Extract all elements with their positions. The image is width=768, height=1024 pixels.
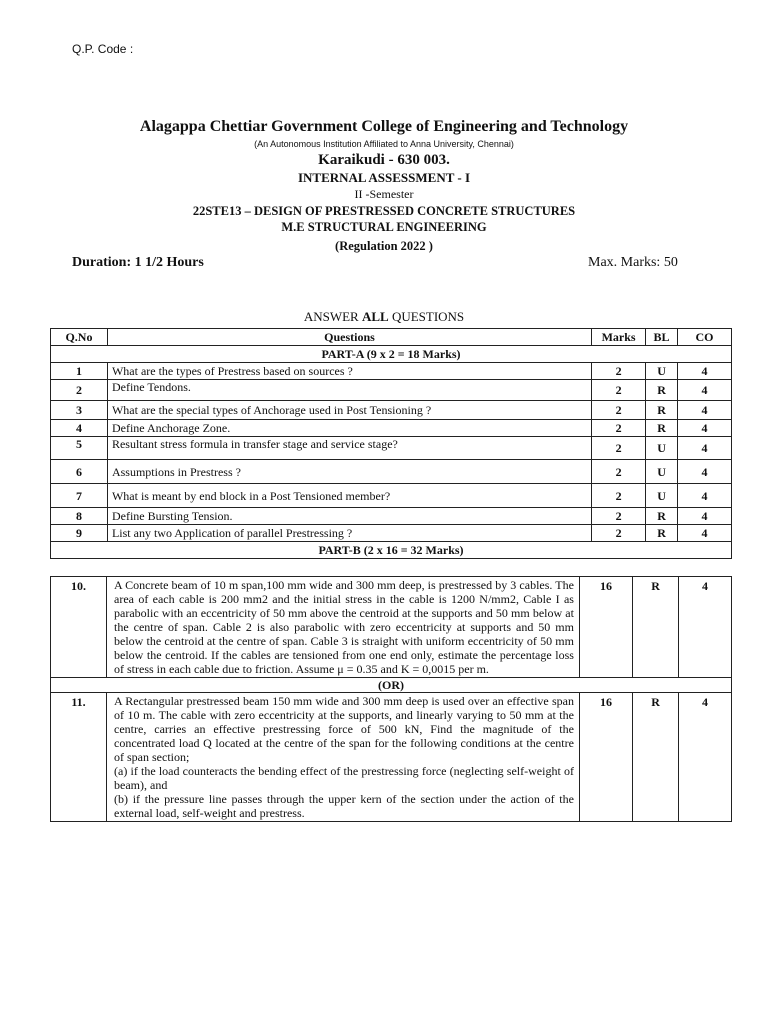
q-marks: 16: [579, 693, 632, 822]
q-marks: 2: [592, 484, 646, 508]
regulation-label: (Regulation 2022 ): [335, 239, 433, 253]
q-co: 4: [678, 508, 732, 525]
q-co: 4: [678, 380, 732, 401]
q-marks: 2: [592, 363, 646, 380]
q-bl: R: [646, 525, 678, 542]
q-co: 4: [678, 420, 732, 437]
part-a-heading-row: [51, 346, 732, 363]
affiliation-note: (An Autonomous Institution Affiliated to Anna University, Chennai): [254, 139, 514, 149]
q-number: 10.: [51, 577, 107, 678]
table-row: [51, 525, 732, 542]
q-marks: 2: [592, 437, 646, 460]
q-marks: 2: [592, 508, 646, 525]
q-paragraph: A Rectangular prestressed beam 150 mm wide and 300 mm deep is used over an effective span of 10 m. The cable with zero eccentricity at the supports, and linearly varying to 50 mm at the centre, carries an effective prestressing force of 500 kN, Find the magnitude of the concentrated load Q located at the centre of the span for the following conditions at the centre of span section;: [114, 694, 574, 764]
q-text: What is meant by end block in a Post Tensioned member?: [107, 484, 591, 508]
q-marks: 2: [592, 460, 646, 484]
q-co: 4: [678, 363, 732, 380]
q-number: 8: [51, 508, 108, 525]
q-number: 2: [51, 380, 108, 401]
q-text: Define Tendons.: [107, 380, 591, 401]
q-co: 4: [679, 693, 732, 822]
col-qno: Q.No: [51, 329, 108, 346]
table-row: [51, 401, 732, 420]
q-marks: 2: [592, 380, 646, 401]
qp-code-label: Q.P. Code :: [72, 42, 134, 56]
answer-instruction: [0, 309, 768, 325]
q-number: 3: [51, 401, 108, 420]
q-number: 7: [51, 484, 108, 508]
q-number: 4: [51, 420, 108, 437]
part-a-heading: PART-A (9 x 2 = 18 Marks): [51, 346, 732, 363]
q-text: Define Anchorage Zone.: [107, 420, 591, 437]
q-co: 4: [678, 460, 732, 484]
q-text: List any two Application of parallel Prestressing ?: [107, 525, 591, 542]
part-b-table: [50, 576, 732, 822]
table-row: [51, 363, 732, 380]
answer-all: ALL: [361, 309, 389, 324]
q-text: Define Bursting Tension.: [107, 508, 591, 525]
table-row: [51, 437, 732, 460]
q-bl: U: [646, 363, 678, 380]
q-co: 4: [678, 401, 732, 420]
col-co: CO: [678, 329, 732, 346]
q-marks: 16: [579, 577, 632, 678]
program-title: M.E STRUCTURAL ENGINEERING: [281, 220, 487, 234]
table-row: [51, 460, 732, 484]
q-text: [107, 693, 580, 822]
q-text: Assumptions in Prestress ?: [107, 460, 591, 484]
college-city: Karaikudi - 630 003.: [318, 152, 450, 168]
q-paragraph: (a) if the load counteracts the bending effect of the prestressing force (neglecting self-weight of beam), and: [114, 764, 574, 792]
q-bl: R: [646, 380, 678, 401]
answer-pre: ANSWER: [303, 309, 362, 324]
part-a-table: [50, 328, 732, 559]
q-bl: R: [646, 401, 678, 420]
q-marks: 2: [592, 401, 646, 420]
q-text: What are the types of Prestress based on sources ?: [107, 363, 591, 380]
q-bl: R: [632, 693, 678, 822]
q-number: 6: [51, 460, 108, 484]
q-bl: U: [646, 484, 678, 508]
q-text: What are the special types of Anchorage used in Post Tensioning ?: [107, 401, 591, 420]
part-b-heading: PART-B (2 x 16 = 32 Marks): [51, 542, 732, 559]
table-row: [51, 420, 732, 437]
duration-label: Duration: 1 1/2 Hours: [72, 255, 204, 270]
q-co: 4: [678, 484, 732, 508]
table-row: [51, 484, 732, 508]
answer-post: QUESTIONS: [388, 309, 465, 324]
q-number: 5: [51, 437, 108, 460]
q-paragraph: (b) if the pressure line passes through the upper kern of the section under the action of the external load, self-weight and prestress.: [114, 792, 574, 820]
table-row: [51, 508, 732, 525]
q-bl: U: [646, 437, 678, 460]
course-title: 22STE13 – DESIGN OF PRESTRESSED CONCRETE STRUCTURES: [192, 204, 576, 218]
or-separator: (OR): [51, 678, 732, 693]
q-co: 4: [678, 437, 732, 460]
q-text: Resultant stress formula in transfer stage and service stage?: [107, 437, 591, 460]
col-marks: Marks: [592, 329, 646, 346]
table-header-row: [51, 329, 732, 346]
or-row: [51, 678, 732, 693]
q-number: 1: [51, 363, 108, 380]
q-marks: 2: [592, 525, 646, 542]
college-name: Alagappa Chettiar Government College of Engineering and Technology: [139, 118, 629, 135]
q-text: A Concrete beam of 10 m span,100 mm wide and 300 mm deep, is prestressed by 3 cables. The area of each cable is 200 mm2 and the initial stress in the cable is 1200 N/mm2, Cable I as parabolic with an eccentricity of 50 mm above the centroid at the supports and 50 mm below at the centre of span. Cable 2 is also parabolic with zero eccentricity at supports and 50 mm below the centroid at the centre of span. Cable 3 is straight with uniform eccentricity of 50 mm below the centroid. If the cables are tensioned from one end only, estimate the percentage loss of stress in each cable due to friction. Assume μ = 0.35 and K = 0,0015 per m.: [107, 577, 580, 678]
table-row: [51, 577, 732, 678]
exam-title: INTERNAL ASSESSMENT - I: [297, 170, 471, 185]
q-bl: R: [646, 420, 678, 437]
q-bl: U: [646, 460, 678, 484]
table-row: [51, 693, 732, 822]
q-bl: R: [646, 508, 678, 525]
part-b-heading-row: [51, 542, 732, 559]
q-marks: 2: [592, 420, 646, 437]
table-row: [51, 380, 732, 401]
q-number: 11.: [51, 693, 107, 822]
q-number: 9: [51, 525, 108, 542]
semester-label: II -Semester: [354, 187, 414, 201]
q-co: 4: [679, 577, 732, 678]
col-bl: BL: [646, 329, 678, 346]
col-questions: Questions: [107, 329, 591, 346]
q-co: 4: [678, 525, 732, 542]
q-bl: R: [632, 577, 678, 678]
max-marks-label: Max. Marks: 50: [588, 255, 678, 270]
